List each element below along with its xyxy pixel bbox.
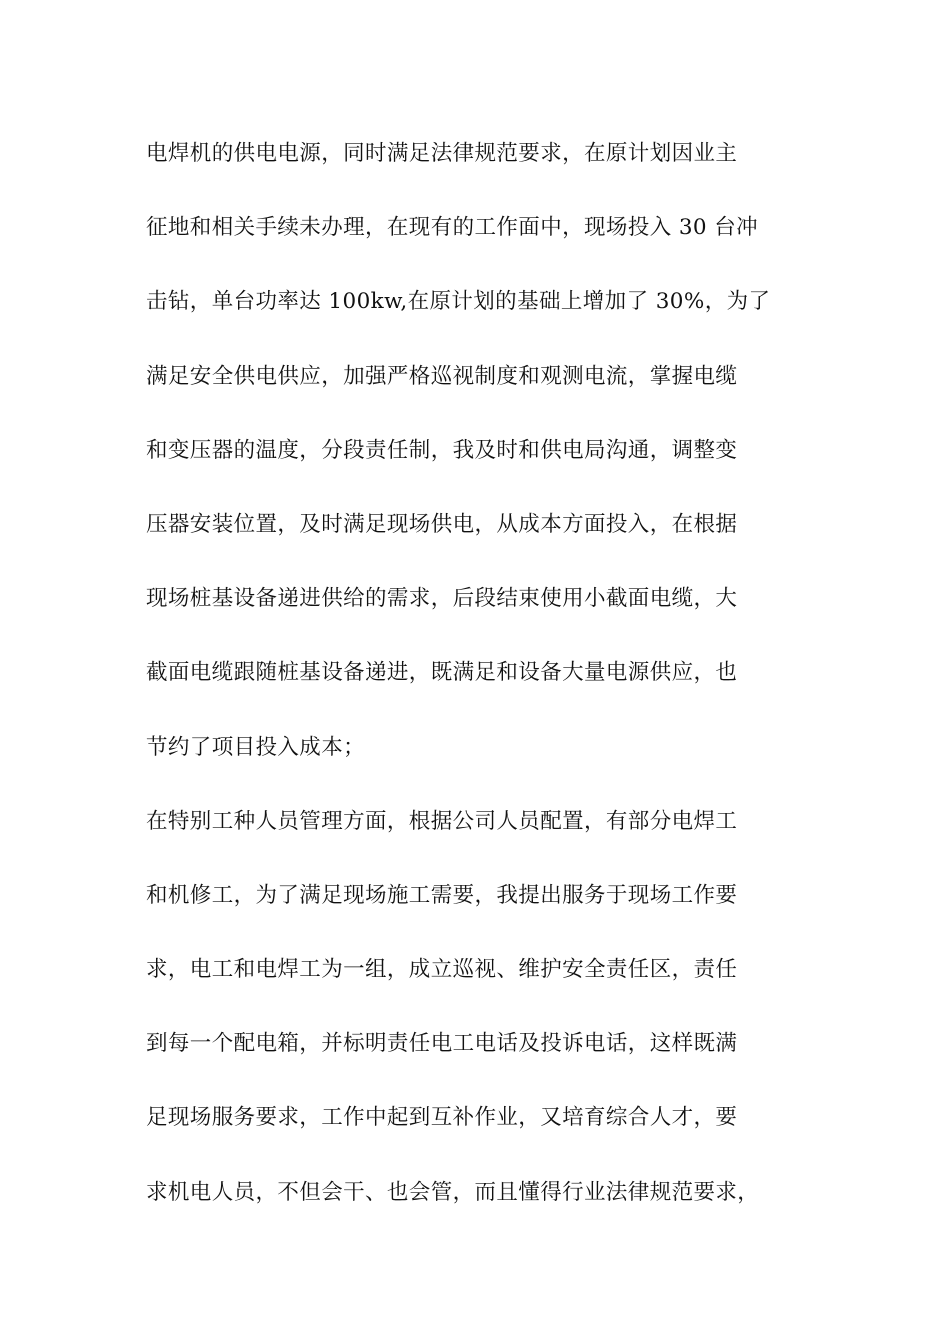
text-line: 和机修工，为了满足现场施工需要，我提出服务于现场工作要 xyxy=(146,882,738,908)
text-line: 压器安装位置，及时满足现场供电，从成本方面投入，在根据 xyxy=(146,511,738,537)
text-line: 节约了项目投入成本； xyxy=(146,734,366,760)
text-line: 满足安全供电供应，加强严格巡视制度和观测电流，掌握电缆 xyxy=(146,363,738,389)
text-line: 电焊机的供电电源，同时满足法律规范要求，在原计划因业主 xyxy=(146,141,738,166)
text-line: 击钻，单台功率达 100kw,在原计划的基础上增加了 30%，为了 xyxy=(146,289,771,315)
text-line: 现场桩基设备递进供给的需求，后段结束使用小截面电缆，大 xyxy=(146,586,738,612)
text-line: 和变压器的温度，分段责任制，我及时和供电局沟通，调整变 xyxy=(146,437,738,463)
text-line: 截面电缆跟随桩基设备递进，既满足和设备大量电源供应，也 xyxy=(146,660,738,686)
text-line: 到每一个配电箱，并标明责任电工电话及投诉电话，这样既满 xyxy=(146,1031,738,1057)
text-line: 足现场服务要求，工作中起到互补作业，又培育综合人才，要 xyxy=(146,1105,738,1131)
text-line: 征地和相关手续未办理，在现有的工作面中，现场投入 30 台冲 xyxy=(146,215,759,241)
body-text xyxy=(146,131,826,1244)
text-line: 求，电工和电焊工为一组，成立巡视、维护安全责任区，责任 xyxy=(146,957,738,983)
text-line: 在特别工种人员管理方面，根据公司人员配置，有部分电焊工 xyxy=(146,808,738,834)
text-line: 求机电人员，不但会干、也会管，而且懂得行业法律规范要求， xyxy=(146,1179,760,1205)
